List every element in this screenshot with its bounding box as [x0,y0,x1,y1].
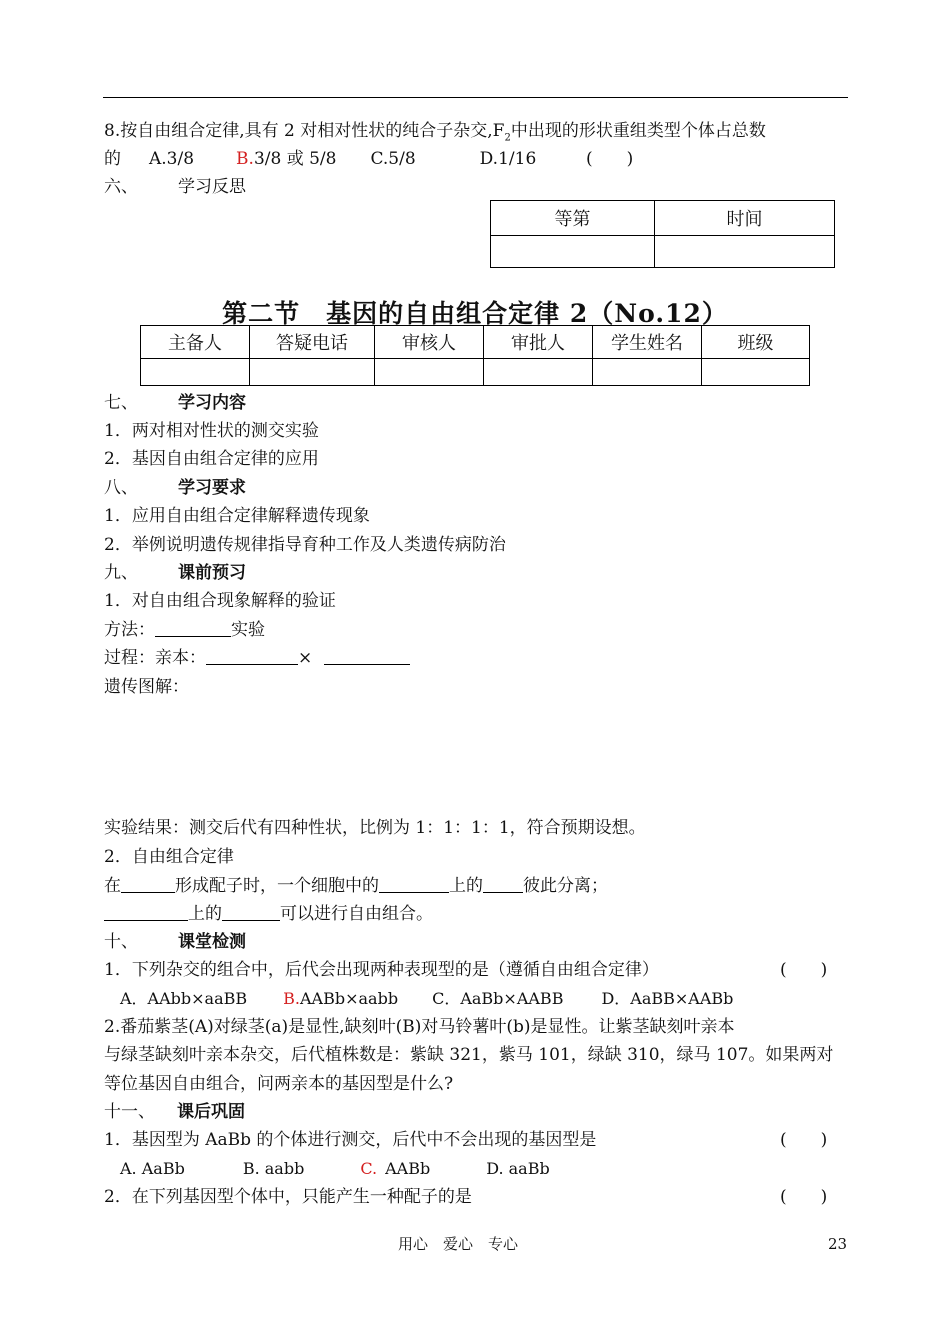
sec6-title: 学习反思 [178,177,246,197]
law-text-c: 上的 [449,876,483,896]
sec8-title: 学习要求 [178,478,246,498]
law-blank-2[interactable] [379,876,449,893]
law-text-d: 彼此分离； [523,876,608,896]
law-text-b: 形成配子时，一个细胞中的 [175,876,379,896]
law-blank-3[interactable] [483,876,523,893]
sec10-num: 十、 [104,932,138,952]
q8-option-b-text: 3/8 或 5/8 [253,149,337,169]
sec11-q1-bracket: ( ) [780,1130,828,1150]
info-header-student-name: 学生姓名 [593,326,702,359]
sec10-q1-option-c: C．AaBb×AABB [432,989,564,1008]
sec9-process [104,647,410,669]
info-cell-phone[interactable] [250,359,375,386]
info-header-approver: 审批人 [484,326,593,359]
law-blank-1[interactable] [121,876,175,893]
q8-cont: 的 [104,149,121,169]
sec10-q1-option-b-text: AABb×aabb [300,989,399,1008]
parent-blank-2[interactable] [324,648,410,665]
sec11-title: 课后巩固 [177,1102,245,1122]
q8-subscript: 2 [504,132,511,144]
section-title: 第二节 基因的自由组合定律 2（No.12） [222,299,728,328]
info-header-class: 班级 [702,326,810,359]
info-table [140,325,810,386]
sec10-q1: 1．下列杂交的组合中，后代会出现两种表现型的是（遵循自由组合定律） [104,960,659,980]
sec10-heading [104,931,246,953]
sec9-num: 九、 [104,563,138,583]
sec11-heading [104,1101,245,1123]
q8-option-c: C.5/8 [370,149,416,169]
sec11-q2-bracket: ( ) [780,1187,828,1207]
method-blank[interactable] [155,620,231,637]
grade-header: 等第 [491,201,655,236]
grade-table [490,200,835,268]
sec10-title: 课堂检测 [178,932,246,952]
info-cell-student-name[interactable] [593,359,702,386]
sec9-method [104,619,265,641]
q8-option-b-letter: B. [236,149,254,169]
sec9-law-line-2 [104,903,433,925]
time-header: 时间 [655,201,835,236]
sec10-q1-bracket: ( ) [780,960,828,980]
q8-option-d: D.1/16 [479,149,537,169]
sec8-num: 八、 [104,478,138,498]
sec11-q1-option-a: A. AaBb [120,1159,185,1178]
sec9-diagram-label: 遗传图解： [104,677,189,697]
sec9-title: 课前预习 [178,563,246,583]
sec11-q1: 1．基因型为 AaBb 的个体进行测交，后代中不会出现的基因型是 [104,1130,597,1150]
info-cell-preparer[interactable] [141,359,250,386]
sec8-item-1: 1．应用自由组合定律解释遗传现象 [104,506,370,526]
sec10-q1-option-d: D．AaBB×AABb [601,989,734,1008]
q8-stem [104,120,766,149]
sec10-q2-line-2: 与绿茎缺刻叶亲本杂交，后代植株数是：紫缺 321，紫马 101，绿缺 310，绿马 107。如果两对 [104,1045,834,1065]
q8-stem-a: 8.按自由组合定律,具有 2 对相对性状的纯合子杂交,F [104,121,505,141]
info-header-reviewer: 审核人 [375,326,484,359]
sec10-q1-option-b-letter: B. [283,989,300,1008]
sec11-q2: 2．在下列基因型个体中，只能产生一种配子的是 [104,1187,472,1207]
method-suffix: 实验 [231,620,265,640]
sec11-q1-option-b: B. aabb [242,1159,305,1178]
grade-cell[interactable] [491,236,655,268]
sec9-heading [104,562,246,584]
header-rule [103,97,848,98]
sec6-heading [104,176,246,198]
law-text-a: 在 [104,876,121,896]
parent-blank-1[interactable] [206,648,298,665]
sec7-num: 七、 [104,393,138,413]
sec9-item-1: 1．对自由组合现象解释的验证 [104,591,336,611]
sec7-heading [104,392,246,414]
info-cell-class[interactable] [702,359,810,386]
time-cell[interactable] [655,236,835,268]
method-label: 方法： [104,620,155,640]
sec11-num: 十一、 [104,1102,155,1122]
sec10-q2-line-1: 2.番茄紫茎(A)对绿茎(a)是显性,缺刻叶(B)对马铃薯叶(b)是显性。让紫茎缺刻叶亲本 [104,1017,735,1037]
sec7-item-2: 2．基因自由组合定律的应用 [104,449,319,469]
sec9-law-line-1 [104,875,608,897]
sec9-item-2: 2．自由组合定律 [104,847,234,867]
sec9-result: 实验结果：测交后代有四种性状，比例为 1：1：1：1，符合预期设想。 [104,818,646,838]
sec10-q2-line-3: 等位基因自由组合，问两亲本的基因型是什么? [104,1074,454,1094]
page-number: 23 [828,1235,848,1253]
sec11-q1-options [120,1158,550,1180]
info-cell-approver[interactable] [484,359,593,386]
sec10-q1-options [120,988,733,1010]
q8-options [104,148,536,170]
sec8-item-2: 2．举例说明遗传规律指导育种工作及人类遗传病防治 [104,535,506,555]
sec11-q1-option-c-letter: C. [360,1159,378,1178]
law-blank-5[interactable] [222,904,280,921]
law-text-e: 上的 [188,904,222,924]
sec6-num: 六、 [104,177,138,197]
info-header-preparer: 主备人 [141,326,250,359]
sec8-heading [104,477,246,499]
sec11-q1-option-c-text: AABb [385,1159,431,1178]
info-header-phone: 答疑电话 [250,326,375,359]
sec7-item-1: 1．两对相对性状的测交实验 [104,421,319,441]
sec7-title: 学习内容 [178,393,246,413]
q8-option-a: A.3/8 [149,149,195,169]
process-label: 过程：亲本： [104,648,206,668]
sec10-q1-option-a: A．AAbb×aaBB [120,989,248,1008]
law-blank-4[interactable] [104,904,188,921]
info-cell-reviewer[interactable] [375,359,484,386]
cross-symbol: × [298,648,313,668]
footer-motto: 用心 爱心 专心 [398,1235,519,1253]
sec11-q1-option-d: D. aaBb [486,1159,550,1178]
q8-stem-b: 中出现的形状重组类型个体占总数 [510,121,766,141]
q8-answer-bracket: ( ) [586,149,634,169]
law-text-f: 可以进行自由组合。 [280,904,433,924]
